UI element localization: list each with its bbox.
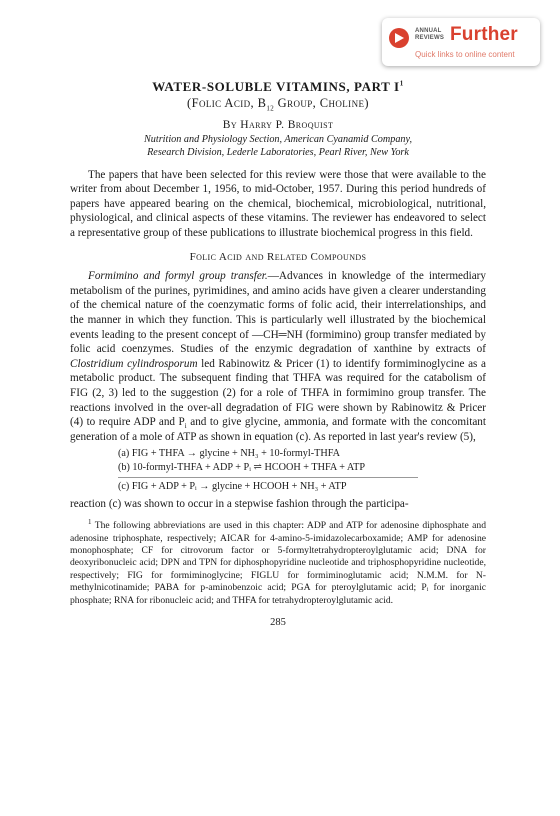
paragraph-lead: Formimino and formyl group transfer. [88, 270, 268, 283]
article-subtitle: (Folic Acid, $B_{12}$ Group, Choline) [187, 96, 369, 113]
affiliation-line-2: Research Division, Lederle Laboratories, Pearl River, New York [147, 146, 409, 158]
continuation-paragraph: reaction (c) was shown to occur in a stepwise fashion through the participa- [70, 497, 409, 510]
equations [118, 447, 486, 493]
badge-further-label: Further [450, 24, 518, 45]
further-badge[interactable] [382, 18, 540, 66]
affiliation-line-1: Nutrition and Physiology Section, American Cyanamid Company, [143, 133, 413, 145]
article-title: WATER-SOLUBLE VITAMINS, PART $I^1$ [152, 79, 404, 94]
section-heading: Folic Acid and Related Compounds [189, 250, 367, 263]
page-number: 285 [270, 617, 286, 629]
equation-divider [118, 477, 418, 478]
author: By Harry P. Broquist [222, 119, 334, 131]
footnote: $^1$ The following abbreviations are used in this chapter: ADP and ATP for adenosine diphosphate and adenosine triphosphate, respectively; AICAR for 4-amino-5-imidazolecarboxamide; AMP for adenosine monophosphate; CF for citrovorum factor or 5-formyltetrahydropteroylglutamic acid; DNA for deoxyribonucleic acid; DPN and TPN for diphosphopyridine nucleotide and triphosphopyridine nucleotide, respectively; FIG for formiminoglycine; FIGLU for formiminoglutamic acid; N.M.M. for N-methylnicotinamide; PABA for p-aminobenzoic acid; PGA for pteroylglutamic acid; Pᵢ for inorganic phosphate; RNA for ribonucleic acid; and THFA for tetrahydropteroylglutamic acid. [70, 518, 486, 606]
section-paragraph: Formimino and formyl group transfer.—Advances in knowledge of the intermediary metabolism of the purines, pyrimidines, and amino acids have given a clearer understanding of the chemical nature of the coenzymatic forms of folic acid, their interrelationships, and the manner in which they function. This is particularly well illustrated by the biochemical events leading to the present concept of —CH═NH (formimino) group transfer mediated by folic acid coenzymes. Studies of the enzymic degradation of xanthine by extracts of Clostridium cylindrosporum led Rabinowitz & Pricer (1) to identify formiminoglycine as a metabolic product. The subsequent finding that THFA was required for the catabolism of FIG (2, 3) led to the suggestion (2) for a role of THFA in formimino group transfer. The reactions involved in the over-all degradation of FIG were shown by Rabinowitz & Pricer (4) to require ADP and $P_i$ and to give glycine, ammonia, and formate with the concomitant generation of a mole of ATP as shown in equation (c). As reported in last year's review (5), [70, 270, 487, 443]
intro-paragraph: The papers that have been selected for this review were those that were available to the writer from about December 1, 1956, to mid-October, 1957. During this period hundreds of papers have appeared bearing on the chemical, biochemical, microbiological, nutritional, physiological, and clinical aspects of these vitamins. The reviewer has endeavored to select a representative group of these publications to illustrate biochemical progress in this field. [70, 168, 486, 239]
badge-subtitle: Quick links to online content [415, 50, 515, 59]
badge-publisher: ANNUAL REVIEWS [415, 28, 445, 41]
equation-b: (b) 10-formyl-THFA + ADP + Pᵢ ⇌ HCOOH + THFA + ATP [118, 462, 366, 474]
play-icon [389, 28, 409, 48]
equation-c: (c) FIG + ADP + Pᵢ → glycine + HCOOH + NH₃ + ATP [118, 480, 347, 492]
equation-a: (a) FIG + THFA → glycine + NH₃ + 10-formyl-THFA [118, 448, 340, 460]
article-page [70, 78, 486, 631]
